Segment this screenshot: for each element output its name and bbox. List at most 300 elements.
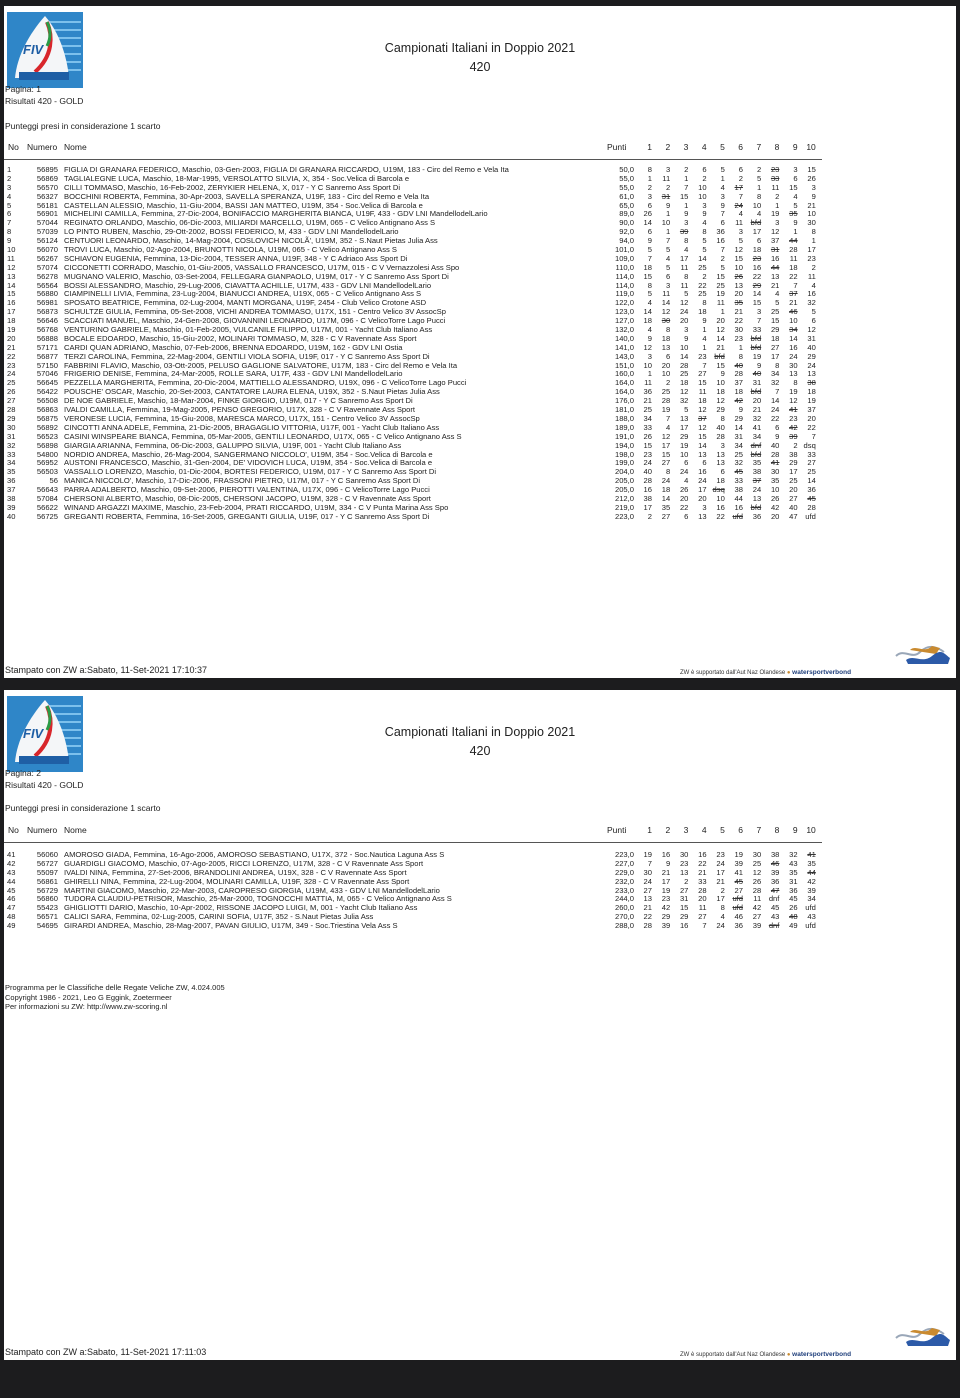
race-score: 17 [643,502,652,512]
race-score: 47 [789,511,798,521]
race-score: 6 [720,467,725,477]
rank: 2 [7,173,12,183]
race-score: 29 [807,351,816,361]
race-score: 12 [789,396,798,406]
sail-number: 56070 [36,245,58,255]
race-score-discarded: 37 [698,413,707,423]
crew-name: BOCALE EDOARDO, Maschio, 15-Giu-2002, MOLINARI TOMMASO, M, 328 - C V Ravennate Ass Sport [64,333,417,343]
race-score: 20 [789,485,798,495]
col-no: No [8,142,19,152]
brand-name: watersportverbond [792,1351,852,1358]
race-score: 32 [752,413,762,423]
race-score: 8 [702,227,707,237]
col-race-7: 7 [756,142,762,152]
rank: 13 [7,271,16,281]
race-score: 16 [807,289,816,299]
race-score: 27 [698,369,707,379]
race-score: 16 [679,921,689,931]
race-score: 18 [661,333,671,343]
race-score: 19 [643,850,652,859]
race-score: 3 [811,182,816,192]
total-points: 189,0 [614,422,634,432]
race-score: 5 [811,307,816,317]
race-score: 12 [752,867,762,877]
race-score: 27 [734,885,743,895]
total-points: 123,0 [614,307,634,317]
race-score: 9 [647,333,652,343]
race-score: 12 [770,227,780,237]
race-score-discarded: 45 [734,876,743,886]
race-score-discarded: 45 [807,493,816,503]
race-score: 18 [643,262,652,272]
race-score: 35 [752,458,762,468]
race-score: 13 [643,894,652,904]
race-score: 21 [807,200,816,210]
race-score: 4 [738,209,743,219]
race-score: 28 [789,245,798,255]
race-score: 11 [680,280,689,290]
col-race-7: 7 [756,825,762,835]
total-points: 260,0 [614,903,634,913]
total-points: 50,0 [619,165,634,174]
col-race-4: 4 [701,142,707,152]
race-score-discarded: dnf [768,921,780,931]
race-score: 21 [716,876,725,886]
crew-name: CIAMPINELLI LIVIA, Femmina, 23-Lug-2004, BIANUCCI ANDREA, U19X, 065 - C Velico Antignano Ass S [64,289,422,299]
race-score: 9 [702,316,707,326]
race-score: 17 [661,876,671,886]
race-score: 3 [665,280,671,290]
race-score: 13 [807,369,816,379]
crew-name: SPOSATO BEATRICE, Femmina, 02-Lug-2004, MANTI MORGANA, U19F, 2454 - Club Velico Crotone ASD [64,298,427,308]
race-score: 40 [716,422,725,432]
col-race-2: 2 [665,142,671,152]
crew-name: GIARGIA ARIANNA, Femmina, 06-Dic-2003, GALUPPO SILVIA, U19F, 001 - Yacht Club Italiano Ass [64,440,402,450]
race-score: 7 [775,387,780,397]
race-score: 11 [662,289,671,299]
total-points: 114,0 [615,271,634,281]
rank: 32 [7,440,16,450]
total-points: 232,0 [614,876,634,886]
race-score: 18 [789,262,798,272]
total-points: 288,0 [614,921,634,931]
total-points: 199,0 [614,458,634,468]
race-score: 20 [716,316,725,326]
race-score: 24 [661,476,671,486]
race-score: 1 [811,236,816,246]
race-score: 10 [661,369,671,379]
race-score: 5 [793,200,798,210]
race-score: 16 [698,467,707,477]
discard-note: Punteggi presi in considerazione 1 scarto [5,803,161,813]
race-score: 2 [665,182,671,192]
race-score: 24 [752,485,762,495]
race-score: 14 [643,307,652,317]
total-points: 61,0 [619,191,634,201]
total-points: 94,0 [619,236,634,246]
rank: 3 [7,182,12,192]
rank: 40 [7,511,16,521]
race-score: 12 [716,325,725,335]
sail-number: 57074 [36,262,58,272]
col-nome: Nome [64,142,87,152]
sail-number: 55097 [36,867,58,877]
total-points: 227,0 [614,858,634,868]
race-score: 21 [716,342,725,352]
race-score: 18 [770,333,780,343]
rank: 47 [7,903,16,913]
race-score: 17 [716,867,725,877]
race-score-discarded: bfd [714,351,725,361]
sail-number: 56267 [36,253,58,263]
crew-name: FABBRINI FLAVIO, Maschio, 03-Ott-2005, PELUSO GAGLIONE SALVATORE, U17M, 183 - Circ del Remo e Vela Ita [64,360,458,370]
sail-number: 56124 [36,236,58,246]
race-score: 19 [734,850,743,859]
race-score: 30 [734,325,743,335]
race-score-discarded: 40 [734,360,743,370]
rank: 33 [7,449,16,459]
race-score: 18 [661,485,671,495]
brand-dot-icon: ● [786,670,791,676]
race-score: 27 [770,342,780,352]
race-score: 17 [807,245,816,255]
race-score: 24 [789,351,798,361]
race-score: 11 [680,262,689,272]
rank: 31 [7,431,16,441]
rank: 34 [7,458,16,468]
race-score: 2 [647,511,652,521]
race-score: 12 [734,245,743,255]
rank: 38 [7,493,16,503]
race-score: 23 [807,253,816,263]
sail-number: 56725 [36,511,58,521]
race-score: 21 [698,867,707,877]
rank: 4 [7,191,12,201]
race-score: 8 [665,325,671,335]
race-score-discarded: 41 [789,405,798,415]
support-note [680,669,851,676]
sail-number: 56571 [36,912,58,922]
sail-number: 56729 [36,885,58,895]
sail-number: 56570 [36,182,58,192]
total-points: 229,0 [614,867,634,877]
race-score: 28 [643,476,652,486]
race-score: 17 [789,467,798,477]
sail-number: 56422 [36,387,58,397]
race-score: 36 [807,485,816,495]
race-score: 41 [734,867,743,877]
results-page-1 [4,6,956,678]
race-score: 2 [720,885,725,895]
total-points: 122,0 [614,298,634,308]
race-score: 17 [716,894,725,904]
rank: 8 [7,227,12,237]
race-score: 30 [643,867,652,877]
sail-number: 56564 [36,280,58,290]
race-score: 33 [643,422,652,432]
race-score: 9 [738,405,743,415]
race-score: 18 [734,387,743,397]
race-score-discarded: 44 [770,262,780,272]
race-score: 14 [734,422,743,432]
race-score: 16 [716,502,725,512]
race-score: 9 [811,191,816,201]
brand-name: watersportverbond [792,669,852,676]
rank: 45 [7,885,16,895]
race-score: 7 [720,245,725,255]
race-score: 6 [793,173,798,183]
results-label: Risultati 420 - GOLD [5,780,84,790]
race-score: 3 [684,218,689,228]
race-score: 22 [698,858,707,868]
crew-name: AUSTONI FRANCESCO, Maschio, 31-Gen-2004, DE' VIDOVICH LUCA, U19M, 354 - Soc.Velica di Barcola e [64,458,433,468]
sail-number: 56869 [36,173,58,183]
race-score: 8 [702,298,707,308]
crew-name: GHIRELLI NINA, Femmina, 22-Lug-2004, MOLINARI CAMILLA, U19F, 328 - C V Ravennate Ass Sport [64,876,410,886]
race-score: 39 [807,885,816,895]
col-race-6: 6 [738,142,743,152]
race-score: 13 [734,280,743,290]
sail-number: 54695 [36,921,58,931]
race-score-discarded: 38 [807,378,816,388]
rank: 17 [7,307,16,317]
race-score: 3 [702,200,707,210]
race-score: 42 [770,502,780,512]
race-score: 8 [684,236,689,246]
race-score-discarded: 44 [789,236,798,246]
race-score: 42 [807,876,816,886]
sail-number: 57171 [36,342,58,352]
col-no: No [8,825,19,835]
race-score: 28 [643,921,652,931]
race-score: 39 [661,921,671,931]
printed-timestamp: Stampato con ZW a:Sabato, 11-Set-2021 17:10:37 [5,665,207,675]
race-score: 11 [753,894,762,904]
race-score: 23 [698,351,707,361]
race-score: 9 [665,858,671,868]
race-score: 38 [643,493,652,503]
race-score: 36 [643,387,652,397]
race-score: 3 [647,191,652,201]
race-score: 13 [716,458,725,468]
race-score: 1 [702,342,707,352]
race-score: 10 [698,191,707,201]
total-points: 140,0 [614,333,634,343]
race-score: 4 [793,191,798,201]
rank: 41 [7,850,16,859]
race-score-discarded: 41 [807,850,816,859]
race-score: 15 [643,271,652,281]
race-score: 18 [679,378,689,388]
crew-name: BOSSI ALESSANDRO, Maschio, 29-Lug-2006, CIAVATTA ACHILLE, U17M, 433 - GDV LNI MandellodelLario [64,280,432,290]
col-nome: Nome [64,825,87,835]
race-score: 13 [679,413,689,423]
crew-name: VASSALLO LORENZO, Maschio, 01-Dic-2004, BORTESI FEDERICO, U19M, 017 - Y C Sanremo Ass Sport Di [64,467,437,477]
race-score: 18 [643,316,652,326]
race-score: 7 [665,413,671,423]
race-score: 26 [770,493,780,503]
race-score: 7 [738,191,743,201]
race-score: 43 [807,912,816,922]
crew-name: PEZZELLA MARGHERITA, Femmina, 20-Dic-2004, MATTIELLO ALESSANDRO, U19X, 096 - C VelicoTorre Lago Pucci [64,378,467,388]
crew-name: MUGNANO VALERIO, Maschio, 03-Set-2004, FELLEGARA GIANPAOLO, U19M, 017 - Y C Sanremo Ass Sport Di [64,271,449,281]
race-score: 2 [684,165,689,174]
sail-number: 56060 [36,850,58,859]
rank: 12 [7,262,16,272]
race-score: 43 [770,912,780,922]
rank: 9 [7,236,12,246]
race-score: 14 [807,476,816,486]
race-score: 3 [684,325,689,335]
race-score: 6 [647,200,652,210]
crew-name: VENTURINO GABRIELE, Maschio, 01-Feb-2005, VULCANILE FILIPPO, U17M, 001 - Yacht Club Italiano Ass [64,325,433,335]
total-points: 55,0 [619,173,634,183]
race-score: 26 [643,209,652,219]
race-score: 4 [647,325,652,335]
race-score: 18 [716,387,725,397]
crew-name: DE NOE GABRIELE, Maschio, 18-Mar-2004, FINKE GIORGIO, U19M, 017 - Y C Sanremo Ass Sport Di [64,396,413,406]
race-score: 9 [647,236,652,246]
total-points: 109,0 [614,253,634,263]
race-score: 26 [679,485,689,495]
race-score-discarded: bfd [750,342,762,352]
race-score: 1 [647,173,652,183]
support-text: ZW è supportato dall'Aut Naz Olandese [680,670,786,676]
race-score: 15 [679,191,689,201]
race-score: 10 [716,493,725,503]
sail-number: 56327 [36,191,58,201]
race-score: 2 [793,440,798,450]
sail-number: 56898 [36,440,58,450]
crew-name: PARRA ADALBERTO, Maschio, 09-Set-2006, PIEROTTI VALENTINA, U17X, 096 - C VelicoTorre Lago Pucci [64,485,430,495]
crew-name: CINCOTTI ANNA ADELE, Femmina, 21-Dic-2005, BRAGAGLIO VITTORIA, U17F, 001 - Yacht Club Italiano Ass [64,422,440,432]
race-score: 8 [720,903,725,913]
rank: 36 [7,476,16,486]
race-score: 16 [716,236,725,246]
race-score: 19 [661,405,671,415]
race-score: 14 [643,218,652,228]
race-score: 11 [644,378,652,388]
race-score: 20 [698,894,707,904]
crew-name: SCHULTZE GIULIA, Femmina, 05-Set-2008, VICHI ANDREA TOMMASO, U17X, 151 - Centro Velico 3V AssocSp [64,307,446,317]
race-score: 8 [811,227,816,237]
table-header [6,142,818,156]
race-score: 9 [756,360,762,370]
race-score: 15 [752,298,762,308]
race-score: 28 [679,360,689,370]
race-score: 11 [716,298,725,308]
col-race-1: 1 [647,825,652,835]
race-score: 4 [647,298,652,308]
race-score: 1 [665,209,671,219]
race-score: 10 [661,218,671,228]
race-score: 20 [679,493,689,503]
crew-name: MICHELINI CAMILLA, Femmina, 27-Dic-2004, BONIFACCIO MARGHERITA BIANCA, U19F, 433 - GDV LNI MandellodelLario [64,209,488,219]
race-score: 25 [770,307,780,317]
race-score: 42 [661,903,671,913]
race-score: 9 [684,209,689,219]
fiv-logo-text: FIV [23,42,44,57]
rank: 29 [7,413,16,423]
sail-number: 56873 [36,307,58,317]
race-score: 39 [734,858,743,868]
crew-name: CILLI TOMMASO, Maschio, 16-Feb-2002, ZERYKIER HELENA, X, 017 - Y C Sanremo Ass Sport Di [64,182,401,192]
race-score: 11 [771,182,780,192]
race-score: 13 [770,271,780,281]
race-score: 22 [643,912,652,922]
race-score: 26 [643,431,652,441]
race-score-discarded: 40 [752,369,762,379]
race-score: 3 [793,165,798,174]
support-text: ZW è supportato dall'Aut Naz Olandese [680,1352,786,1358]
rank: 18 [7,316,16,326]
race-score: 5 [720,165,725,174]
rank: 39 [7,502,16,512]
sail-number: 56768 [36,325,58,335]
col-race-9: 9 [792,142,798,152]
race-score: 5 [720,262,725,272]
table-row [4,513,824,522]
race-score: 15 [770,316,780,326]
rank: 26 [7,387,16,397]
race-score: 6 [684,511,689,521]
program-line: Programma per le Classifiche delle Regate Veliche ZW, 4.024.005 [5,983,225,992]
col-numero: Numero [27,825,58,835]
race-score-discarded: 41 [770,458,780,468]
race-score: 9 [702,209,707,219]
total-points: 55,0 [619,182,634,192]
race-score-discarded: 42 [789,422,798,432]
race-score-discarded: 30 [661,316,671,326]
sail-number: 57046 [36,369,58,379]
race-score: 32 [734,458,743,468]
page-class: 420 [469,60,491,74]
race-score: 1 [684,173,689,183]
race-score: 17 [752,227,762,237]
crew-name: WINAND ARGAZZI MAXIME, Maschio, 23-Feb-2004, PRATI RICCARDO, U19M, 334 - C V Punta Marina Ass Spo [64,502,449,512]
race-score: 38 [789,449,798,459]
col-race-3: 3 [683,825,689,835]
race-score: 11 [807,271,816,281]
race-score: 24 [643,876,652,886]
sail-number: 56860 [36,894,58,904]
race-score: 15 [661,449,671,459]
race-score: 3 [756,307,762,317]
race-score: 16 [752,262,762,272]
race-score: 34 [643,413,652,423]
race-score: 46 [734,912,743,922]
col-race-5: 5 [720,142,725,152]
race-score: 3 [738,227,743,237]
crew-name: LO PINTO RUBEN, Maschio, 29-Ott-2002, BOSSI FEDERICO, M, 433 - GDV LNI MandellodelLario [64,227,399,237]
rank: 10 [7,245,16,255]
rank: 22 [7,351,16,361]
total-points: 176,0 [614,396,634,406]
total-points: 127,0 [614,316,634,326]
sail-number: 56643 [36,485,58,495]
race-score: 4 [702,218,707,228]
race-score-discarded: 23 [770,165,780,174]
race-score-discarded: bfd [750,502,762,512]
race-score: 30 [752,850,762,859]
race-score-discarded: 23 [752,253,762,263]
sail-number: 56523 [36,431,58,441]
race-score: 11 [789,253,798,263]
race-score: 24 [679,467,689,477]
fiv-logo-text: FIV [23,726,44,741]
race-score: 33 [698,876,707,886]
race-score: 25 [752,858,762,868]
